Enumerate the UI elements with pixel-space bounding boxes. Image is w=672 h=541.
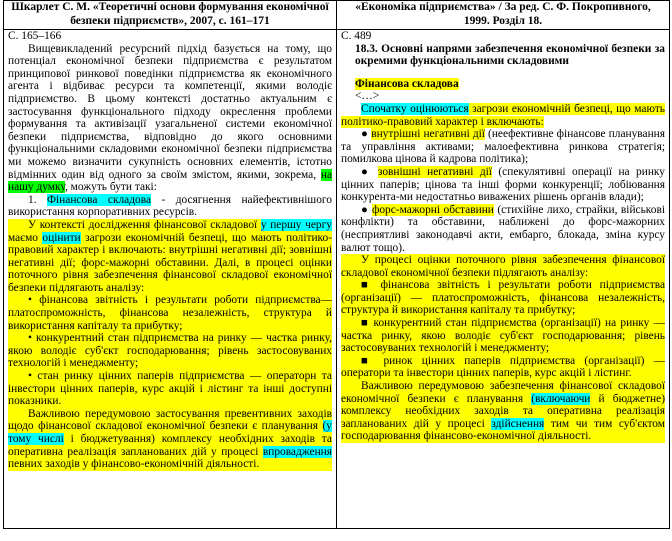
right-page-ref: С. 489 xyxy=(341,30,372,42)
highlight-yellow: внутрішні негативні дії xyxy=(371,128,485,141)
section-title: 18.3. Основні напрями забезпечення економічної безпеки за окремими функціональними складовими xyxy=(355,42,665,68)
right-square-item-3: ■ ринок цінних паперів підприємства (організації) — оператори та інвестори цінних паперів, курс акцій і лістинг. xyxy=(341,354,665,380)
right-paragraph-2: У процесі оцінки поточного рівня забезпечення фінансової складової економічної безпеки підлягають аналізу: xyxy=(341,254,665,279)
highlight-yellow: зовнішні негативні дії xyxy=(377,165,492,178)
right-bullet-1: ● внутрішні негативні дії (неефективне фінансове планування та управління активами; малоефективна ринкова стратегія; помилкова цінова й кадрова політика); xyxy=(341,128,665,166)
left-paragraph-3: Важливою передумовою застосування превентивних заходів щодо фінансової складової економічної безпеки є планування (у тому числі і бюджетування) комплексу необхідних заходів та оперативна реалізація запланованих дій у процесі впровадження певних заходів у фінансово-економічній діяльності. xyxy=(8,407,332,471)
highlight-cyan: Спочатку оцінюються xyxy=(361,102,469,115)
highlight-cyan: здійснення xyxy=(491,417,545,430)
financial-component-title: Фінансова складова xyxy=(355,77,459,90)
highlight-green: на нашу думку xyxy=(8,168,332,194)
header-row xyxy=(4,1,670,30)
ellipsis-mark: <…> xyxy=(355,90,380,103)
highlight-cyan: (включаючи xyxy=(531,392,591,405)
body-row xyxy=(4,30,670,529)
comparison-table xyxy=(3,0,670,529)
right-bullet-3: ● форс-мажорні обставини (стихійне лихо, страйки, військові конфлікти) та обставини, наближені до форс-мажорних (несприятливі законодавчі акти, ембарго, блокада, зміна курсу валют тощо). xyxy=(341,203,665,254)
highlight-cyan: Фінансова складова xyxy=(47,193,151,206)
right-source-header: «Економіка підприємства» / За ред. С. Ф. Покропивного, 1999. Розділ 18. xyxy=(337,1,670,30)
left-paragraph-2: У контексті дослідження фінансової складової у першу чергу маємо оцінити загрози економічній безпеці, що мають політико-правовий характер і включають: внутрішні негативні дії; зовнішні негативні дії; форс-мажорні обставини. Далі, в процесі оцінки поточного рівня забезпечення фінансової складової економічної безпеки підлягають аналізу: xyxy=(8,218,332,294)
highlight-cyan: (у тому числі xyxy=(8,420,332,445)
highlight-cyan: впровадження xyxy=(262,445,332,458)
left-source-header: Шкарлет С. М. «Теоретичні основи формування економічної безпеки підприємств», 2007, с. 161–171 xyxy=(4,1,337,30)
highlight-cyan: у першу чергу xyxy=(260,218,332,231)
left-bullet-1: • фінансова звітність і результати роботи підприємства— платоспроможність, фінансова незалежність, структура й використання капіталу та прибутку; xyxy=(8,294,332,332)
right-text-cell xyxy=(337,30,670,529)
right-paragraph-3: Важливою передумовою забезпечення фінансової складової економічної безпеки є планування (включаючи й бюджетне) комплексу необхідних заходів та оперативна реалізація запланованих дій у процесі здійснення тим чи тим суб'єктом господарювання фінансово-економічної діяльності. xyxy=(341,380,665,443)
right-square-item-2: ■ конкурентний стан підприємства (організації) на ринку — частка ринку, якою володіє суб'єкт господарювання; рівень застосовуваних технологій і менеджменту; xyxy=(341,317,665,355)
right-bullet-2: ● зовнішні негативні дії (спекулятивні операції на ринку цінних паперів; цінова та інші форми конкуренції; лобіювання конкурента-ми недостатньо виважених рішень органів влади); xyxy=(341,165,665,204)
left-page-ref: С. 165–166 xyxy=(8,30,62,42)
highlight-yellow: форс-мажорні обставини xyxy=(371,203,494,216)
left-paragraph-1: Вищевикладений ресурсний підхід базується на тому, що потенціал економічної безпеки підприємства є результатом принципової ринкової поведінки підприємства як економічного агента і відбиває ресурси та компетенції, якими володіє підприємство. В цьому контексті достатньо актуальним є застосування функціонального підходу окреслення проблеми формування та активізації узагальненої системи економічної безпеки підприємства, відповідно до якого основними функціональними складовими економічної безпеки підприємства ми можемо визначити сукупність основних елементів, істотно відмінних один від одного за своїм змістом, якими, зокрема, на нашу думку, можуть бути такі: xyxy=(8,42,332,194)
left-bullet-2: • конкурентний стан підприємства на ринку — частка ринку, якою володіє суб'єкт господарювання; рівень застосовуваних технологій і менеджменту; xyxy=(8,332,332,370)
highlight-cyan: оцінити xyxy=(42,231,81,244)
left-item-1: 1. Фінансова складова - досягнення найефективнішого використання корпоративних ресурсів. xyxy=(8,193,332,219)
right-square-item-1: ■ фінансова звітність і результати роботи підприємства (організації) — платоспроможність, фінансова незалежність, структура й використання капіталу та прибутку; xyxy=(341,279,665,317)
left-text-cell xyxy=(4,30,337,529)
left-bullet-3: • стан ринку цінних паперів підприємства — операторн та інвестори цінних паперів, курс акцій і лістинг та інші доступні показники. xyxy=(8,370,332,408)
right-paragraph-1: Спочатку оцінюються загрози економічній безпеці, що мають політико-правовий характер і включають: xyxy=(341,102,665,128)
